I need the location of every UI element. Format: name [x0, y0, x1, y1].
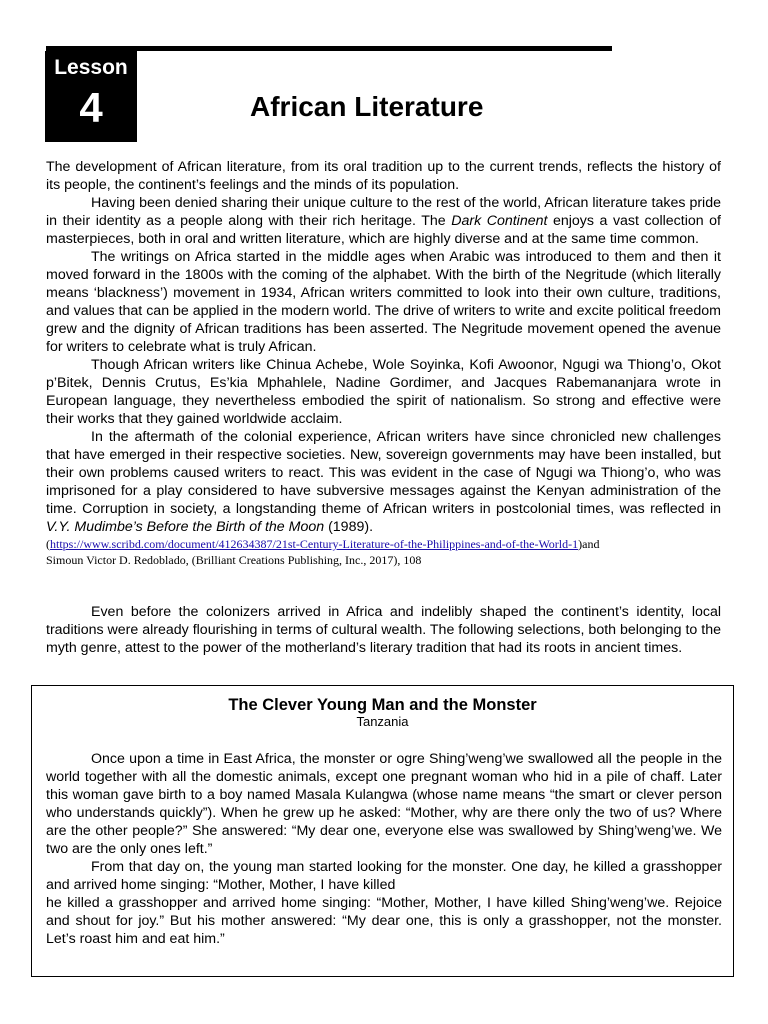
page-title: African Literature: [250, 91, 484, 122]
intro-paragraph-2: [46, 194, 721, 248]
story-paragraph-1: Once upon a time in East Africa, the monster or ogre Shing’weng’we swallowed all the people in the world together with all the domestic animals, except one pregnant woman who hid in a pile of chaff. Later this woman gave birth to a boy named Masala Kulangwa (whose name means “the smart or clever person who understands quickly”). When he grew up he asked: “Mother, why are there only the two of us? Where are the other people?” She answered: “My dear one, everyone else was swallowed by Shing’weng’we. We two are the only ones left.”: [46, 751, 722, 857]
story-text: [46, 750, 722, 948]
transition-paragraph: Even before the colonizers arrived in Africa and indelibly shaped the continent’s identity, local traditions were already flourishing in terms of cultural wealth. The following selections, both belonging to the myth genre, attest to the power of the motherland’s literary tradition that had its roots in ancient times.: [46, 604, 721, 656]
citation-open-paren: (: [46, 537, 50, 551]
dark-continent-term: Dark Continent: [451, 213, 548, 229]
intro-paragraph-2-start: Having been denied sharing their unique culture to the rest of the world, African literature takes pride in their identity as a people along with their rich heritage. The: [46, 195, 721, 229]
intro-paragraph-4: Though African writers like Chinua Achebe, Wole Soyinka, Kofi Awoonor, Ngugi wa Thiong’o, Okot p’Bitek, Dennis Crutus, Es’kia Mphahlele, Nadine Gordimer, and Jacques Rabemananjara wrote in European language, they nevertheless embodied the spirit of nationalism. So strong and effective were their works that they gained worldwide acclaim.: [46, 357, 721, 427]
intro-paragraph-1: The development of African literature, from its oral tradition up to the current trends, reflects the history of its people, the continent’s feelings and the minds of its population.: [46, 159, 721, 193]
intro-paragraph-2-end: enjoys a vast collection of masterpieces, both in oral and written literature, which are highly diverse and at the same time common.: [46, 213, 721, 247]
story-box: [31, 685, 734, 977]
lesson-label: Lesson: [54, 56, 128, 79]
intro-section: [46, 158, 721, 568]
story-paragraph-2: From that day on, the young man started looking for the monster. One day, he killed a grasshopper and arrived home singing: “Mother, Mother, I have killed: [46, 859, 722, 893]
citation-after-link: )and: [578, 537, 600, 551]
intro-paragraph-3: The writings on Africa started in the middle ages when Arabic was introduced to them and then it moved forward in the 1800s with the coming of the alphabet. With the birth of the Negritude (which literally means ‘blackness’) movement in 1934, African writers committed to look into their own culture, traditions, and values that can be applied in the modern world. The drive of writers to write and excite political freedom grew and the dignity of African traditions has been asserted. The Negritude movement opened the avenue for writers to celebrate what is truly African.: [46, 249, 721, 355]
book-title: V.Y. Mudimbe’s Before the Birth of the Moon: [46, 519, 325, 535]
citation-line-2: Simoun Victor D. Redoblado, (Brilliant Creations Publishing, Inc., 2017), 108: [46, 553, 422, 567]
story-paragraph-3: he killed a grasshopper and arrived home singing: “Mother, Mother, I have killed Shing’weng’we. Rejoice and shout for joy.” But his mother answered: “My dear one, this is only a grasshopper, not the monster. Let’s roast him and eat him.”: [46, 895, 722, 947]
intro-paragraph-5-end: (1989).: [324, 519, 374, 535]
story-origin: Tanzania: [356, 714, 409, 729]
lesson-number: 4: [79, 84, 103, 131]
citation-link[interactable]: https://www.scribd.com/document/412634387/21st-Century-Literature-of-the-Philippines-and-of-the-World-1: [50, 537, 579, 551]
lesson-badge: [45, 51, 137, 142]
citation-line-1: [46, 536, 721, 552]
intro-paragraph-5-start: In the aftermath of the colonial experience, African writers have since chronicled new challenges that have emerged in their respective societies. New, sovereign governments may have been installed, but their own problems caused writers to react. This was evident in the case of Ngugi wa Thiong’o, who was imprisoned for a play considered to have subversive messages against the Kenyan administration of the time. Corruption in society, a longstanding theme of African writers in postcolonial times, was reflected in: [46, 429, 721, 517]
intro-paragraph-5: [46, 428, 721, 536]
story-title: The Clever Young Man and the Monster: [228, 696, 537, 714]
transition-section: [46, 603, 721, 657]
